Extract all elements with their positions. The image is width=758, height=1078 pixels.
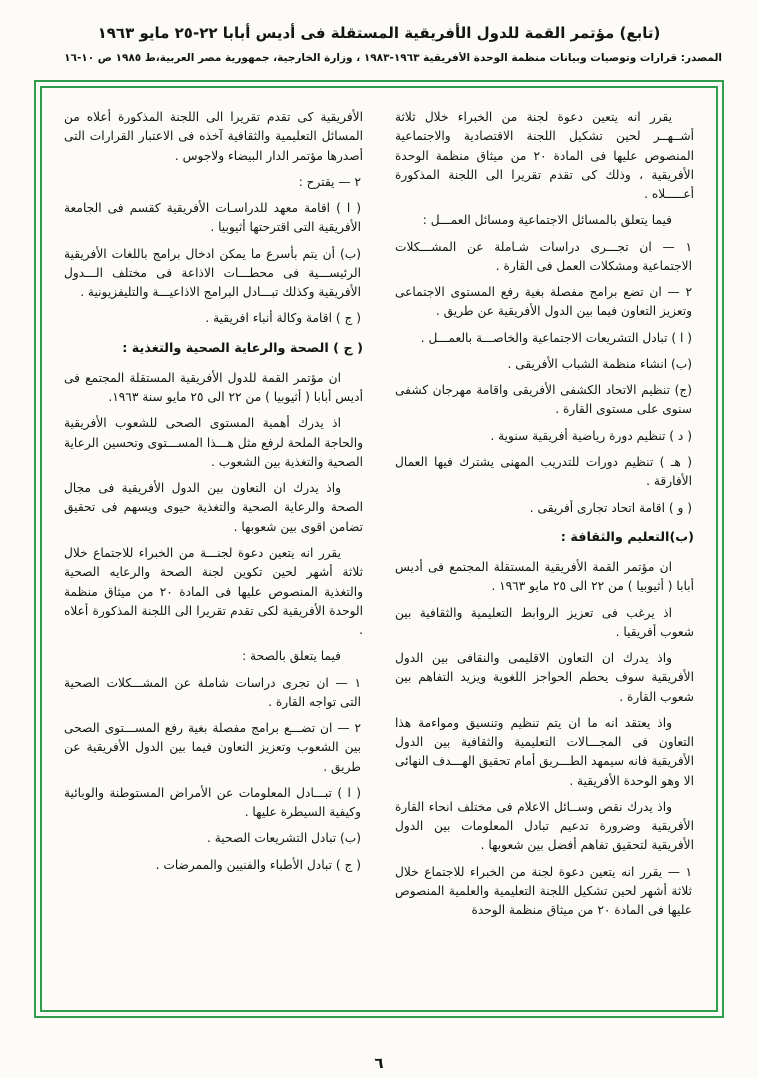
- paragraph: واذ يدرك نقص وســائل الاعلام فى مختلف انحاء القارة الأفريقية وضرورة تدعيم تبادل المعلومات بين الدول الأفريقية لتحقيق تفاهم أفضل بين شعوبها .: [395, 799, 694, 853]
- paragraph: فيما يتعلق بالصحة :: [242, 649, 341, 664]
- paragraph: ( و ) اقامة اتحاد تجارى أفريقى .: [529, 500, 692, 515]
- paragraph: (ب) أن يتم بأسرع ما يمكن ادخال برامج باللغات الأفريقية الرئيســـية فى محطـــات الاذاعة فى مختلف الـــدول الأفريقية وكذلك تبـــادل البرامج الاذاعيـــة والتليفزيونية .: [64, 246, 361, 300]
- paragraph: ١ — ان تجـــرى دراسات شـاملة عن المشـــكلات الاجتماعية ومشكلات العمل فى القارة .: [395, 239, 692, 273]
- paragraph: واذ يدرك ان التعاون بين الدول الأفريقية فى مجال الصحة والرعاية الصحية والتغذية حيوى ويسهم فى تحقيق تضامن اقوى بين شعوبها .: [64, 481, 363, 534]
- paragraph: ٢ — ان تضـــع برامج مفصلة بغية رفع المســـتوى الصحى بين الشعوب وتعزيز التعاون فيما بين الدول الأفريقية عن طريق .: [64, 721, 361, 774]
- page-title: (تابع) مؤتمر القمة للدول الأفريقية المستقلة فى أديس أبابا ٢٢-٢٥ مايو ١٩٦٣: [97, 24, 661, 42]
- source-line: المصدر: قرارات وتوصيات وبيانات منظمة الوحدة الأفريقية ١٩٦٣-١٩٨٣ ، وزارة الخارجية، جمهورية مصر العربية،ط ١٩٨٥ ص ١٠-١٦: [64, 52, 722, 64]
- paragraph: ( ج ) اقامة وكالة أنباء افريقية .: [205, 311, 361, 326]
- two-column-text: [64, 108, 694, 990]
- paragraph: يقرر انه يتعين دعوة لجنة من الخبراء خلال ثلاثة أشــهــر لحين تشكيل اللجنة الاقتصادية والاجتماعية المنصوص عليها فى المادة ٢٠ من ميثاق منظمة الوحدة الأفريقية ، وذلك كى تقدم تقريرا الى اللجنة المذكورة أعـــــلاه .: [395, 110, 694, 202]
- paragraph: (ج) تنظيم الاتحاد الكشفى الأفريقى واقامة مهرجان كشفى سنوى على مستوى القارة .: [395, 383, 692, 417]
- paragraph: ( د ) تنظيم دورة رياضية أفريقية سنوية .: [490, 428, 692, 443]
- paragraph: يقرر انه يتعين دعوة لجنـــة من الخبراء للاجتماع خلال ثلاثة أشهر لحين تكوين لجنة الصحة والرعايه الصحية والتغذية المنصوص عليها فى المادة ٢٠ من ميثاق منظمة الوحدة الأفريقية لكى تقدم تقريرا الى اللجنة المذكورة أعلاه .: [64, 546, 363, 638]
- right-column: [395, 108, 694, 990]
- page-number: ٦: [374, 1054, 384, 1072]
- paragraph: ( ا ) اقامة معهد للدراسـات الأفريقية كقسم فى الجامعة الأفريقية التى اقترحتها أثيوبيا .: [64, 201, 361, 235]
- paragraph: ( ج ) تبادل الأطباء والفنيين والممرضات .: [155, 857, 361, 872]
- paragraph: ان مؤتمر القمة للدول الأفريقية المستقلة المجتمع فى أديس أبابا ( أثيوبيا ) من ٢٢ الى ٢٥ مايو سنة ١٩٦٣.: [64, 370, 363, 405]
- paragraph: ( ا ) تبـــادل المعلومات عن الأمراض المستوطنة والوبائية وكيفية السيطرة عليها .: [64, 785, 361, 820]
- content-frame-inner: [40, 86, 718, 1012]
- left-column: [64, 108, 363, 990]
- paragraph: ٢ — ان تضع برامج مفصلة بغية رفع المستوى الاجتماعى وتعزيز التعاون فيما بين الدول الأفريقية عن طريق .: [395, 285, 692, 319]
- paragraph: (ب) تبادل التشريعات الصحية .: [207, 831, 361, 846]
- paragraph: واذ يعتقد انه ما ان يتم تنظيم وتنسيق ومواءمة هذا التعاون فى المجـــالات التعليمية والثقافية بين الدول الأفريقية فانه سيمهد الطـــريق أمام تحقيق الهـــدف النهائى الا وهو الوحدة الأفريقية .: [395, 715, 694, 788]
- paragraph: فيما يتعلق بالمسائل الاجتماعية ومسائل العمـــل :: [422, 213, 672, 228]
- paragraph: اذ يرغب فى تعزيز الروابط التعليمية والثقافية بين شعوب أفريقيا .: [395, 605, 694, 639]
- paragraph: (ب)التعليم والثقافة :: [560, 529, 694, 545]
- paragraph: ( ج ) الصحة والرعاية الصحية والتغذية :: [122, 340, 363, 356]
- paragraph: ان مؤتمر القمة الأفريقية المستقلة المجتمع فى أديس أبابا ( أثيوبيا ) من ٢٢ الى ٢٥ مايو ١٩٦٣ .: [395, 560, 694, 594]
- paragraph: ( ا ) تبادل التشريعات الاجتماعية والخاصـــة بالعمـــل .: [420, 330, 692, 345]
- paragraph: واذ يدرك ان التعاون الاقليمى والنقافى بين الدول الأفريقية سوف يحطم الحواجز اللغوية ويزيد التفاهم بين شعوب القارة .: [395, 651, 694, 704]
- paragraph: ١ — يقرر انه يتعين دعوة لجنة من الخبراء للاجتماع خلال ثلاثة أشهر لحين تشكيل اللجنة التعليمية والعلمية المنصوص عليها فى المادة ٢٠ من ميثاق منظمة الوحدة: [395, 864, 692, 918]
- paragraph: ٢ — يقترح :: [298, 174, 361, 189]
- paragraph: الأفريقية كى تقدم تقريرا الى اللجنة المذكورة أعلاه من المسائل التعليمية والثقافية آخذه فى الاعتبار القرارات التى أصدرها مؤتمر الدار البيضاء ولاجوس .: [64, 110, 363, 163]
- paragraph: ( هـ ) تنظيم دورات للتدريب المهنى يشترك فيها العمال الأفارقة .: [395, 454, 692, 489]
- paragraph: اذ يدرك أهمية المستوى الصحى للشعوب الأفريقية والحاجة الملحة لرفع مثل هـــذا المســـتوى وتحسين الرعاية الصحية والتغذية بين الشعوب .: [64, 416, 363, 469]
- paragraph: ١ — ان تجرى دراسات شاملة عن المشـــكلات الصحية التى تواجه القارة .: [64, 675, 361, 709]
- paragraph: (ب) انشاء منظمة الشباب الأفريقى .: [507, 356, 692, 371]
- content-frame: [34, 80, 724, 1018]
